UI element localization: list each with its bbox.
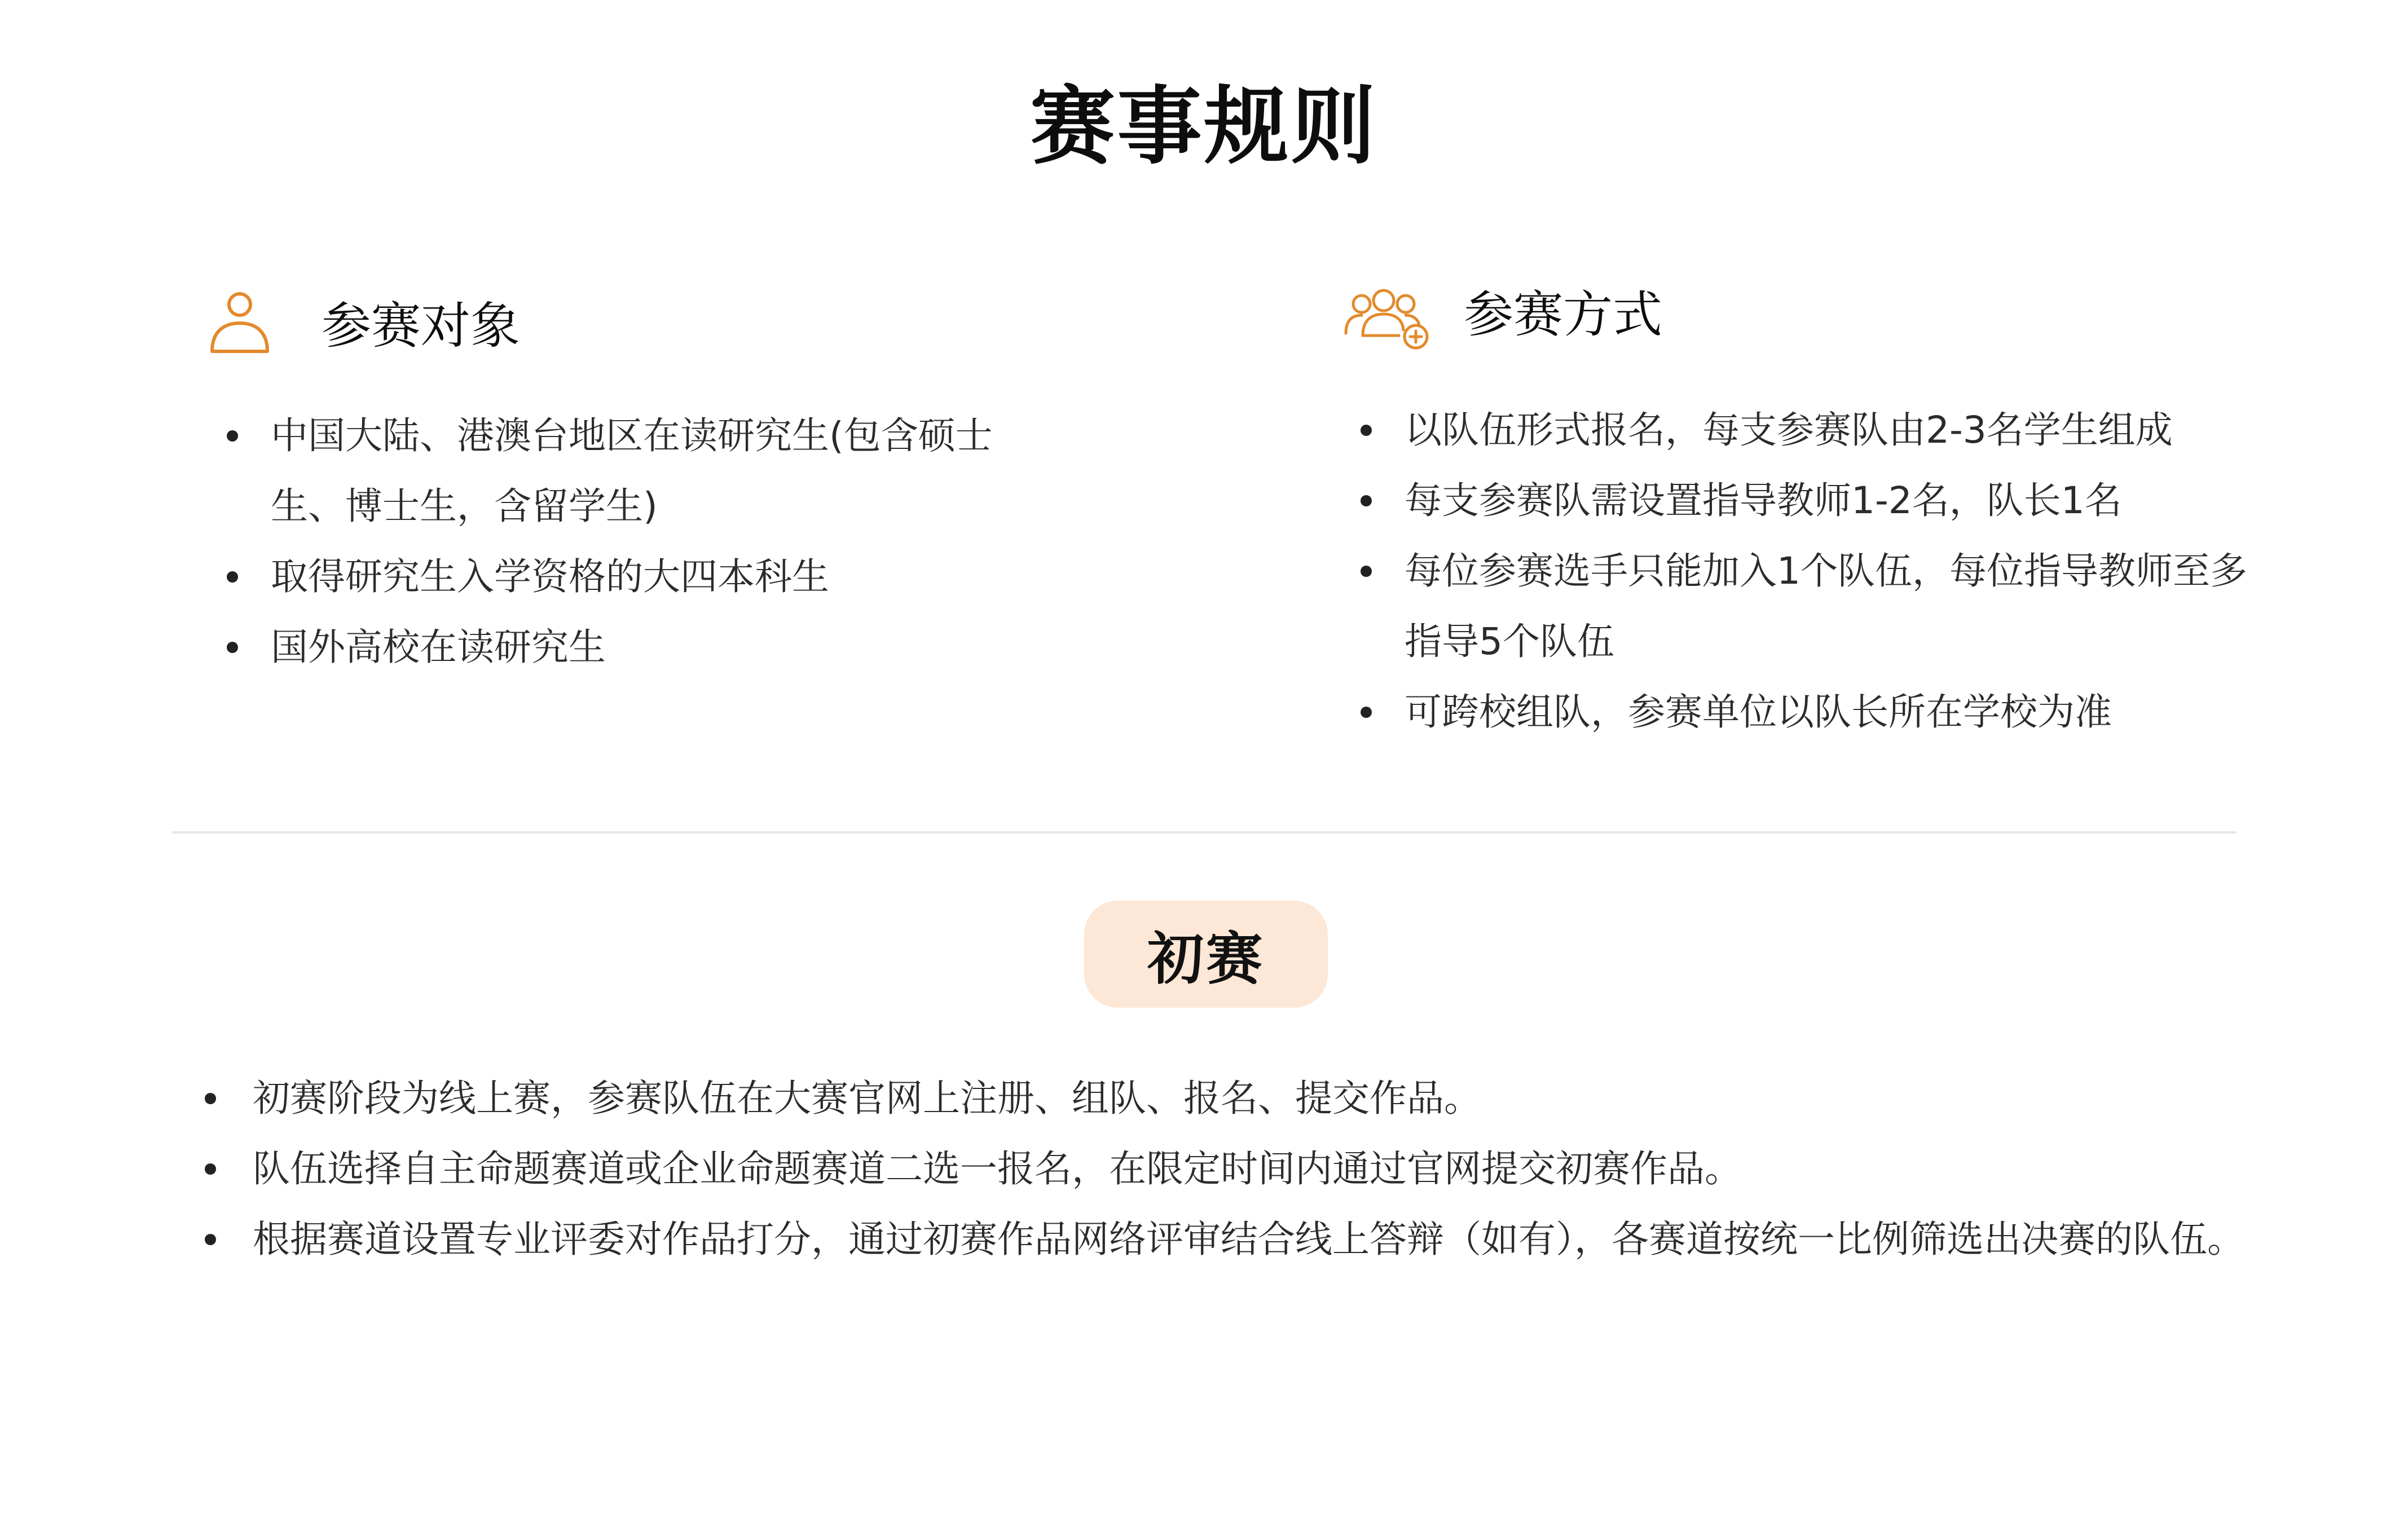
participation-header — [1342, 285, 2256, 364]
list-item: 队伍选择自主命题赛道或企业命题赛道二选一报名，在限定时间内通过官网提交初赛作品。 — [253, 1134, 2249, 1204]
participation-heading: 参赛方式 — [1464, 285, 1663, 343]
eligibility-header — [209, 290, 1168, 369]
eligibility-list — [271, 400, 1060, 682]
list-item: 根据赛道设置专业评委对作品打分，通过初赛作品网络评审结合线上答辩（如有），各赛道按统一比例筛选出决赛的队伍。 — [253, 1204, 2249, 1274]
participation-list — [1405, 395, 2251, 747]
page-title: 赛事规则 — [1030, 78, 1378, 176]
list-item: 初赛阶段为线上赛，参赛队伍在大赛官网上注册、组队、报名、提交作品。 — [253, 1063, 2249, 1134]
list-item: 取得研究生入学资格的大四本科生 — [271, 541, 1060, 612]
list-item: 可跨校组队，参赛单位以队长所在学校为准 — [1405, 677, 2251, 747]
list-item: 以队伍形式报名，每支参赛队由2-3名学生组成 — [1405, 395, 2251, 465]
stage-badge-preliminary: 初赛 — [1084, 901, 1328, 1008]
team-add-icon — [1342, 285, 1433, 355]
preliminary-list — [253, 1063, 2249, 1274]
participation-section — [1342, 285, 2256, 734]
list-item: 每支参赛队需设置指导教师1-2名，队长1名 — [1405, 465, 2251, 536]
eligibility-heading: 参赛对象 — [322, 297, 521, 355]
eligibility-section — [209, 290, 1168, 669]
person-icon — [209, 290, 271, 358]
list-item: 每位参赛选手只能加入1个队伍，每位指导教师至多指导5个队伍 — [1405, 536, 2251, 677]
list-item: 中国大陆、港澳台地区在读研究生(包含硕士生、博士生，含留学生) — [271, 400, 1060, 541]
section-divider — [172, 831, 2237, 833]
list-item: 国外高校在读研究生 — [271, 612, 1060, 682]
